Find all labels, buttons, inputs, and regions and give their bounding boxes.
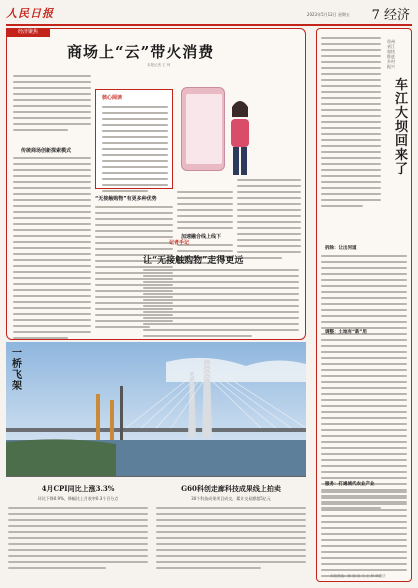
text-column-4	[237, 179, 301, 263]
core-reading-head: 核心阅读	[102, 95, 123, 101]
bridge-photo	[6, 342, 306, 477]
text-column-1b	[13, 157, 91, 343]
cpi-news-subtitle: 环比下降0.9%，降幅比上月收窄0.3个百分点	[37, 496, 119, 501]
shopper-illustration	[221, 97, 259, 179]
cpi-news	[8, 484, 148, 573]
side-article	[316, 28, 412, 582]
side-kicker: 贵州省江加快推进乡村振兴	[387, 39, 395, 69]
auction-news	[156, 484, 306, 573]
text-column-1	[13, 75, 91, 135]
core-reading-box	[95, 89, 173, 189]
side-subheading-1: 拆除：让出河道	[325, 246, 357, 251]
feature-byline: 本报记者 王 珂	[147, 63, 171, 67]
page-label: 7 经济	[371, 8, 410, 23]
page-editor-credit: 本版责编：林 丽 谈 力 王 钟 林德庆	[330, 574, 386, 578]
feature-title: 商场上“云”带火消费	[67, 43, 215, 61]
side-text-3	[321, 491, 407, 581]
notes-text	[143, 269, 299, 341]
side-subheading-2: 调整：土地有“新”用	[325, 330, 367, 335]
notes-headline: 让“无接触购物”走得更远	[143, 256, 244, 266]
subheading-3: 加速融合线上线下	[181, 234, 222, 240]
cpi-news-title: 4月CPI同比上涨3.3%	[41, 484, 115, 493]
side-subheading-3: 服务：打通城代农业产业	[325, 482, 375, 487]
photo-caption: 一桥飞架	[12, 348, 22, 392]
journalist-notes-label: 记者手记	[169, 240, 190, 246]
phone-illustration	[181, 87, 225, 171]
section-tag: 经济聚焦	[6, 28, 50, 37]
issue-date: 2023年5月12日 星期五	[306, 12, 350, 17]
auction-news-subtitle: 30个科技成果项目成交，累计交易额超5亿元	[191, 496, 271, 501]
feature-article	[6, 28, 306, 340]
newspaper-logo: 人民日报	[6, 7, 54, 20]
subheading-2: “无接触购物”有更多种优势	[95, 196, 157, 202]
side-intro-text	[321, 37, 381, 211]
auction-news-title: G60科创走廊科技成果线上拍卖	[181, 484, 281, 493]
masthead	[6, 4, 412, 26]
side-headline: 车江大坝回来了	[395, 78, 409, 177]
subheading-1: 传统商场创新探索模式	[21, 148, 72, 154]
